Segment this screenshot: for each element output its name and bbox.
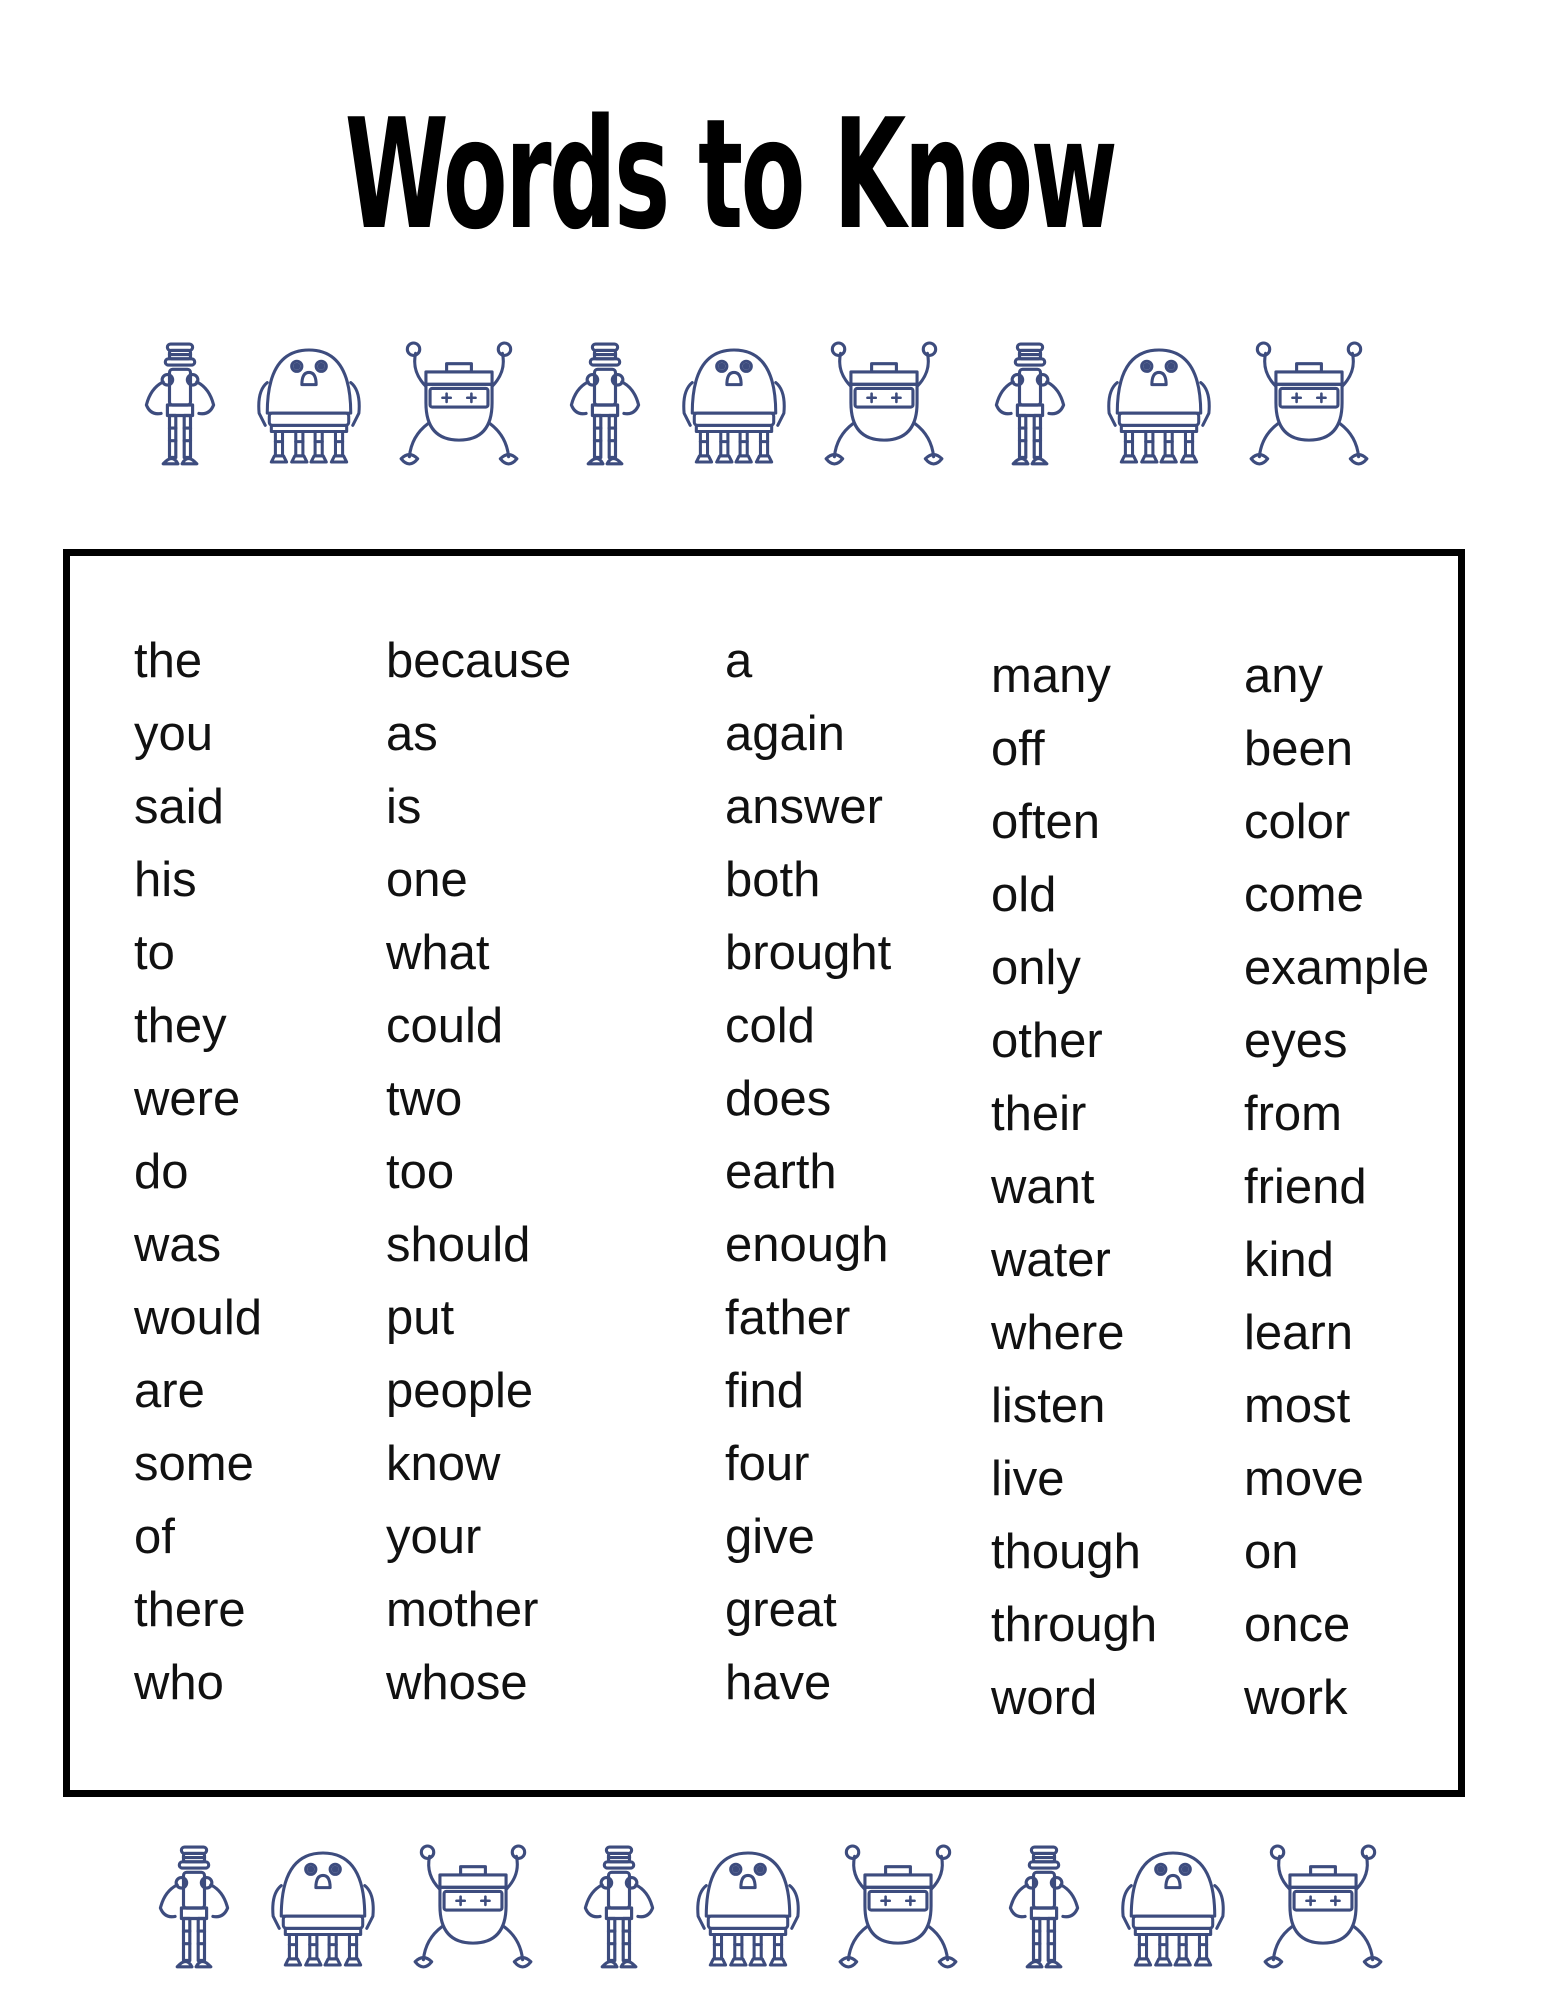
word: whose bbox=[386, 1656, 528, 1710]
word: there bbox=[134, 1583, 246, 1637]
word: move bbox=[1244, 1452, 1364, 1506]
robot-a-icon bbox=[152, 1838, 236, 1978]
word: does bbox=[725, 1072, 832, 1126]
word: kind bbox=[1244, 1233, 1334, 1287]
word: they bbox=[134, 999, 227, 1053]
word: once bbox=[1244, 1598, 1351, 1652]
word: off bbox=[991, 722, 1045, 776]
word: brought bbox=[725, 926, 892, 980]
word: listen bbox=[991, 1379, 1106, 1433]
robot-a-icon bbox=[1002, 1838, 1086, 1978]
word: work bbox=[1244, 1671, 1348, 1725]
word-column-1 bbox=[134, 625, 262, 1720]
word: where bbox=[991, 1306, 1125, 1360]
word: too bbox=[386, 1145, 455, 1199]
word: four bbox=[725, 1437, 810, 1491]
word: as bbox=[386, 707, 438, 761]
word: their bbox=[991, 1087, 1087, 1141]
robot-a-icon bbox=[988, 335, 1072, 475]
robot-b-icon bbox=[678, 335, 790, 475]
word: come bbox=[1244, 868, 1364, 922]
word: word bbox=[991, 1671, 1098, 1725]
word: live bbox=[991, 1452, 1065, 1506]
word: could bbox=[386, 999, 504, 1053]
word: are bbox=[134, 1364, 205, 1418]
word: from bbox=[1244, 1087, 1342, 1141]
word: put bbox=[386, 1291, 455, 1345]
word: again bbox=[725, 707, 845, 761]
word: said bbox=[134, 780, 224, 834]
robot-b-icon bbox=[692, 1838, 804, 1978]
page-title: Words to Know bbox=[344, 86, 1116, 263]
word: been bbox=[1244, 722, 1354, 776]
word: would bbox=[134, 1291, 263, 1345]
word: is bbox=[386, 780, 422, 834]
robot-a-icon bbox=[563, 335, 647, 475]
word: enough bbox=[725, 1218, 889, 1272]
word: color bbox=[1244, 795, 1351, 849]
robot-b-icon bbox=[1103, 335, 1215, 475]
word: one bbox=[386, 853, 468, 907]
word: should bbox=[386, 1218, 531, 1272]
word: you bbox=[134, 707, 214, 761]
word: were bbox=[134, 1072, 241, 1126]
word-column-2 bbox=[386, 625, 571, 1720]
word: of bbox=[134, 1510, 175, 1564]
word: have bbox=[725, 1656, 832, 1710]
word: though bbox=[991, 1525, 1141, 1579]
robot-c-icon bbox=[1247, 335, 1371, 475]
word: on bbox=[1244, 1525, 1299, 1579]
word: want bbox=[991, 1160, 1095, 1214]
word: often bbox=[991, 795, 1100, 849]
word: his bbox=[134, 853, 197, 907]
word: two bbox=[386, 1072, 463, 1126]
word: learn bbox=[1244, 1306, 1353, 1360]
robot-c-icon bbox=[836, 1838, 960, 1978]
word: what bbox=[386, 926, 490, 980]
word: friend bbox=[1244, 1160, 1367, 1214]
word: both bbox=[725, 853, 821, 907]
word: old bbox=[991, 868, 1057, 922]
word: find bbox=[725, 1364, 805, 1418]
word: water bbox=[991, 1233, 1111, 1287]
robot-c-icon bbox=[822, 335, 946, 475]
word: who bbox=[134, 1656, 224, 1710]
word: was bbox=[134, 1218, 222, 1272]
word: mother bbox=[386, 1583, 539, 1637]
word: other bbox=[991, 1014, 1103, 1068]
robot-b-icon bbox=[253, 335, 365, 475]
robot-a-icon bbox=[138, 335, 222, 475]
word: eyes bbox=[1244, 1014, 1348, 1068]
word-list-box bbox=[63, 549, 1465, 1797]
word: some bbox=[134, 1437, 254, 1491]
word: through bbox=[991, 1598, 1158, 1652]
word: because bbox=[386, 634, 572, 688]
robot-b-icon bbox=[267, 1838, 379, 1978]
robot-c-icon bbox=[411, 1838, 535, 1978]
word: give bbox=[725, 1510, 815, 1564]
word: to bbox=[134, 926, 175, 980]
word: do bbox=[134, 1145, 189, 1199]
word: cold bbox=[725, 999, 815, 1053]
word: answer bbox=[725, 780, 883, 834]
word-column-5 bbox=[1244, 640, 1429, 1735]
word: know bbox=[386, 1437, 501, 1491]
word: most bbox=[1244, 1379, 1351, 1433]
word: earth bbox=[725, 1145, 837, 1199]
word: a bbox=[725, 634, 753, 688]
robot-c-icon bbox=[1261, 1838, 1385, 1978]
robot-c-icon bbox=[397, 335, 521, 475]
word: many bbox=[991, 649, 1111, 703]
word-column-3 bbox=[725, 625, 891, 1720]
robot-border-top bbox=[0, 335, 1545, 475]
word-column-4 bbox=[991, 640, 1157, 1735]
word: any bbox=[1244, 649, 1324, 703]
word: great bbox=[725, 1583, 837, 1637]
word: example bbox=[1244, 941, 1430, 995]
robot-a-icon bbox=[577, 1838, 661, 1978]
word: father bbox=[725, 1291, 851, 1345]
word: your bbox=[386, 1510, 482, 1564]
word: only bbox=[991, 941, 1081, 995]
robot-border-bottom bbox=[0, 1838, 1545, 1978]
word: the bbox=[134, 634, 203, 688]
word: people bbox=[386, 1364, 534, 1418]
robot-b-icon bbox=[1117, 1838, 1229, 1978]
